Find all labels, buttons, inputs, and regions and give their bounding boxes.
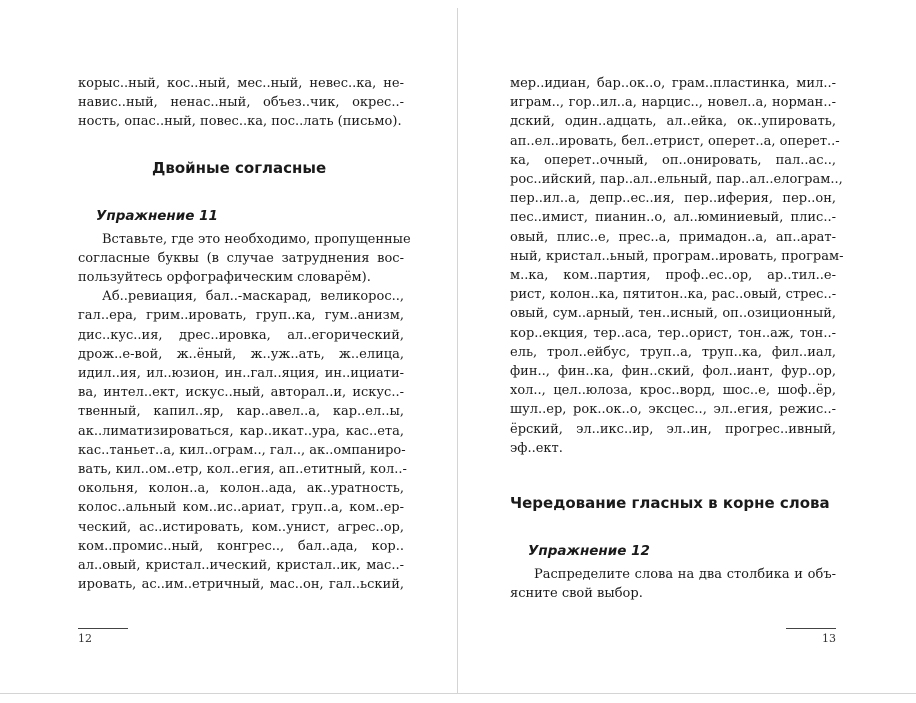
word-line: шул..ер, рок..ок..о, эксцес.., эл..егия, режис..- — [510, 402, 836, 418]
text-line: ность, опас..ный, повес..ка, пос..лать (письмо). — [78, 114, 402, 130]
word-line: Аб..ревиация, бал..-маскарад, великорос.., — [102, 289, 404, 305]
exercise-title: Упражнение 11 — [96, 207, 218, 224]
left-page-text — [78, 74, 411, 594]
instruction-line: Вставьте, где это необходимо, пропущенные — [102, 231, 411, 247]
instruction-line: Распределите слова на два столбика и объ- — [534, 567, 836, 583]
section-heading: Чередование гласных в корне слова — [510, 494, 830, 513]
word-line: ёрский, эл..икс..ир, эл..ин, прогрес..ивный, — [510, 421, 836, 437]
footer-rule — [786, 628, 836, 629]
word-line: овый, плис..е, прес..а, примадон..а, ап..арат- — [510, 229, 836, 245]
right-page-text — [510, 74, 844, 603]
word-line: эф..ект. — [510, 440, 563, 456]
word-line: овый, сум..арный, тен..исный, оп..озиционный, — [510, 306, 836, 322]
text-line: корыс..ный, кос..ный, мес..ный, невес..ка, не- — [78, 76, 404, 91]
text-line: навис..ный, ненас..ный, объез..чик, окрес..- — [78, 95, 404, 111]
word-line: идил..ия, ил..юзион, ин..гал..яция, ин..ициати- — [78, 366, 404, 382]
page-bottom-edge — [0, 693, 916, 694]
word-line: дский, один..адцать, ал..ейка, ок..упировать, — [510, 114, 836, 130]
word-line: играм.., гор..ил..а, нарцис.., новел..а, норман..- — [510, 95, 836, 111]
word-line: вать, кил..ом..етр, кол..егия, ап..етитный, кол..- — [78, 462, 407, 478]
book-spine — [457, 8, 458, 693]
word-line: рист, колон..ка, пятитон..ка, рас..овый, стрес..- — [510, 287, 837, 303]
word-line: ал..овый, кристал..ический, кристал..ик, мас..- — [78, 558, 404, 574]
word-line: рос..ийский, пар..ал..ельный, пар..ал..елограм.., — [510, 172, 843, 188]
word-line: ировать, ас..им..етричный, мас..он, гал..ьский, — [78, 577, 404, 593]
word-line: твенный, капил..яр, кар..авел..а, кар..ел..ы, — [78, 404, 404, 420]
word-line: гал..ера, грим..ировать, груп..ка, гум..анизм, — [78, 308, 404, 324]
word-line: окольня, колон..а, колон..ада, ак..уратность, — [78, 481, 404, 497]
word-line: дрож..е-вой, ж..ёный, ж..уж..ать, ж..елица, — [78, 346, 404, 362]
word-line: мер..идиан, бар..ок..о, грам..пластинка, мил..- — [510, 76, 836, 91]
instruction-line: ясните свой выбор. — [510, 586, 643, 602]
word-line: ком..промис..ный, конгрес.., бал..ада, кор.. — [78, 538, 404, 554]
word-line: хол.., цел..юлоза, крос..ворд, шос..е, шоф..ёр, — [510, 383, 836, 399]
word-line: фин.., фин..ка, фин..ский, фол..иант, фур..ор, — [510, 364, 836, 380]
word-line: ап..ел..ировать, бел..етрист, оперет..а, оперет..- — [510, 133, 840, 149]
word-line: ель, трол..ейбус, труп..а, труп..ка, фил..иал, — [510, 344, 836, 360]
word-line: ческий, ас..истировать, ком..унист, агрес..ор, — [78, 519, 404, 535]
word-line: дис..кус..ия, дрес..ировка, ал..егорический, — [78, 327, 404, 343]
word-line: м..ка, ком..партия, проф..ес..ор, ар..тил..е- — [510, 268, 836, 284]
word-line: кас..таньет..а, кил..ограм.., гал.., ак..омпаниро- — [78, 442, 406, 458]
word-line: пес..имист, пианин..о, ал..юминиевый, плис..- — [510, 210, 836, 226]
word-line: пер..ил..а, депр..ес..ия, пер..иферия, пер..он, — [510, 191, 836, 207]
page-number-left: 12 — [78, 632, 92, 645]
word-line: кор..екция, тер..аса, тер..орист, тон..аж, тон..- — [510, 325, 836, 341]
page-number-right: 13 — [822, 632, 836, 645]
word-line: ак..лиматизироваться, кар..икат..ура, кас..ета, — [78, 423, 404, 439]
word-line: ный, кристал..ьный, програм..ировать, програм- — [510, 248, 844, 264]
instruction-line: согласные буквы (в случае затруднения вос- — [78, 250, 404, 266]
exercise-title: Упражнение 12 — [528, 543, 650, 560]
word-line: ка, оперет..очный, оп..онировать, пал..ас.., — [510, 152, 836, 168]
word-line: колос..альный ком..ис..ариат, груп..а, ком..ер- — [78, 500, 404, 516]
section-heading: Двойные согласные — [152, 158, 327, 177]
footer-rule — [78, 628, 128, 629]
word-line: ва, интел..ект, искус..ный, авторал..и, искус..- — [78, 385, 404, 401]
instruction-line: пользуйтесь орфографическим словарём). — [78, 270, 371, 286]
